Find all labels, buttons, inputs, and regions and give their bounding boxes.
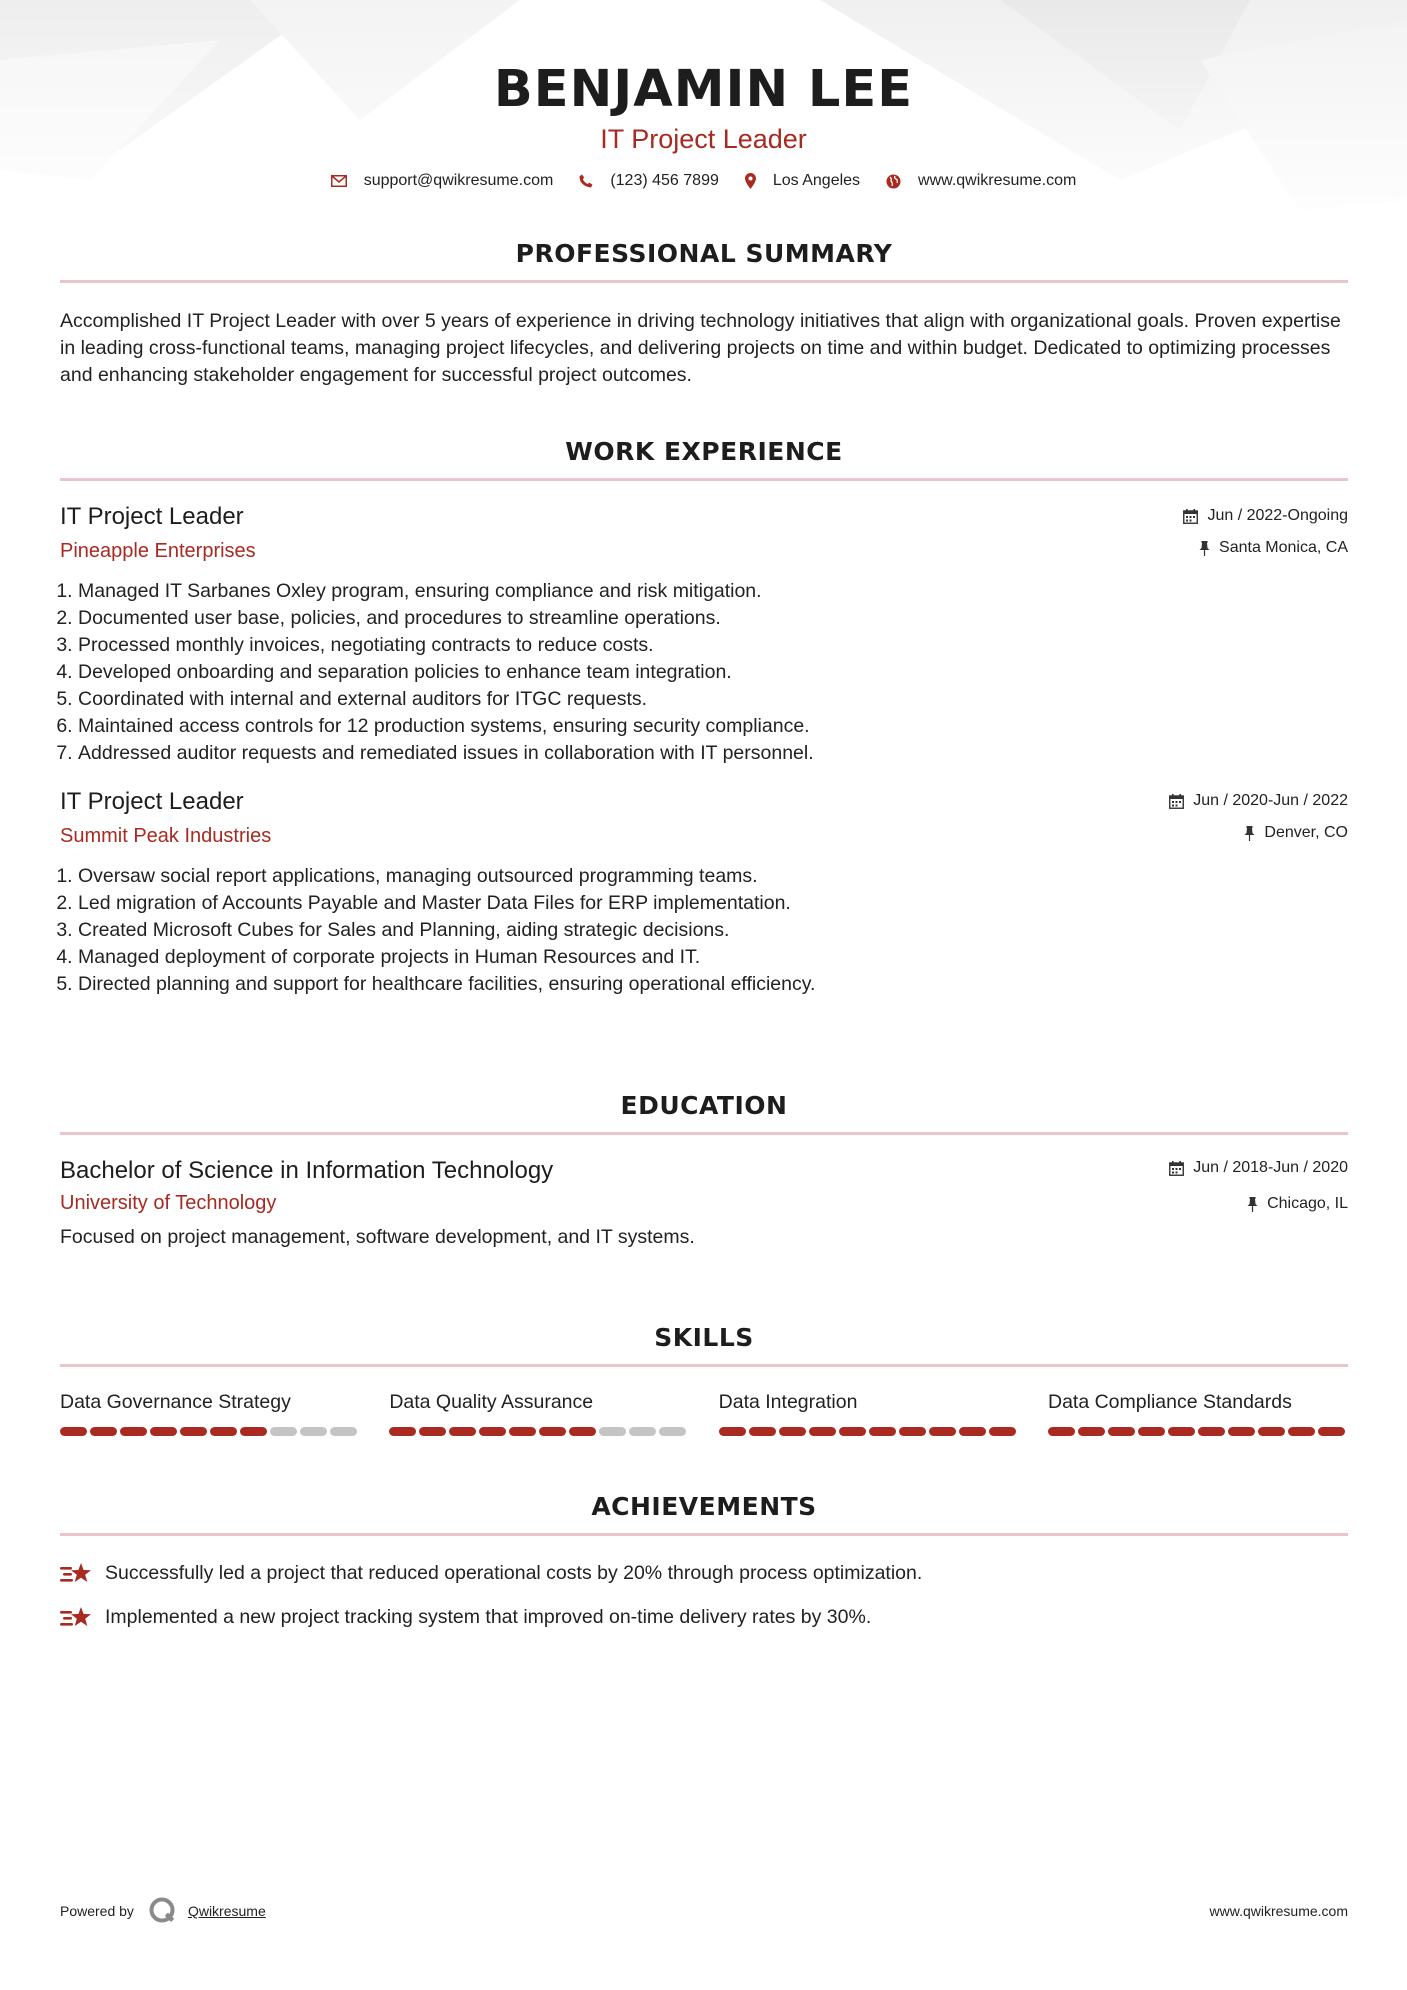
list-item: 7. Addressed auditor requests and remediated issues in collaboration with IT personnel. bbox=[78, 740, 1348, 767]
calendar-icon bbox=[1169, 794, 1184, 809]
candidate-name: BENJAMIN LEE bbox=[493, 60, 914, 119]
skill-segment-filled bbox=[839, 1427, 866, 1436]
phone-icon bbox=[579, 174, 593, 188]
list-item bbox=[60, 1604, 1348, 1631]
skill-segment-filled bbox=[1138, 1427, 1165, 1436]
skill-segment-filled bbox=[1318, 1427, 1345, 1436]
skill-segment-filled bbox=[569, 1427, 596, 1436]
skill-segment-filled bbox=[959, 1427, 986, 1436]
skill-level-bar bbox=[389, 1427, 689, 1436]
education-entry bbox=[60, 1156, 1348, 1251]
experience-section bbox=[60, 434, 1348, 998]
achievements-heading: ACHIEVEMENTS bbox=[591, 1492, 817, 1521]
skill-segment-filled bbox=[809, 1427, 836, 1436]
list-item: 2. Documented user base, policies, and procedures to streamline operations. bbox=[78, 605, 1348, 632]
section-divider bbox=[60, 280, 1348, 283]
skill-name: Data Integration bbox=[718, 1391, 858, 1413]
skill-segment-filled bbox=[1288, 1427, 1315, 1436]
list-item: 5. Coordinated with internal and external auditors for ITGC requests. bbox=[78, 686, 1348, 713]
website-text: www.qwikresume.com bbox=[918, 172, 1077, 189]
skills-section bbox=[60, 1320, 1348, 1436]
email-text: support@qwikresume.com bbox=[363, 172, 554, 189]
skill-segment-filled bbox=[60, 1427, 87, 1436]
summary-heading: PROFESSIONAL SUMMARY bbox=[515, 239, 893, 268]
powered-by bbox=[60, 1896, 266, 1926]
skill-segment-filled bbox=[120, 1427, 147, 1436]
shooting-star-icon bbox=[60, 1605, 93, 1631]
achievements-list bbox=[60, 1560, 1348, 1631]
job-company: Summit Peak Industries bbox=[60, 825, 272, 847]
contact-location bbox=[745, 172, 860, 190]
section-divider bbox=[60, 478, 1348, 481]
skill-item bbox=[389, 1389, 689, 1436]
job-meta bbox=[1169, 791, 1348, 843]
job-title: IT Project Leader bbox=[60, 503, 244, 530]
achievement-text: Implemented a new project tracking system that improved on-time delivery rates by 30%. bbox=[105, 1606, 872, 1628]
list-item: 2. Led migration of Accounts Payable and Master Data Files for ERP implementation. bbox=[78, 890, 1348, 917]
skill-segment-empty bbox=[270, 1427, 297, 1436]
skill-segment-filled bbox=[449, 1427, 476, 1436]
skill-segment-filled bbox=[899, 1427, 926, 1436]
education-meta bbox=[1169, 1158, 1348, 1214]
list-item: 3. Processed monthly invoices, negotiating contracts to reduce costs. bbox=[78, 632, 1348, 659]
summary-section bbox=[60, 236, 1348, 389]
job-dates: Jun / 2022-Ongoing bbox=[1207, 507, 1348, 524]
skill-segment-filled bbox=[419, 1427, 446, 1436]
experience-heading: WORK EXPERIENCE bbox=[565, 437, 843, 466]
skill-segment-filled bbox=[1168, 1427, 1195, 1436]
skill-name: Data Quality Assurance bbox=[389, 1391, 594, 1413]
list-item: 3. Created Microsoft Cubes for Sales and Planning, aiding strategic decisions. bbox=[78, 917, 1348, 944]
skill-segment-filled bbox=[1198, 1427, 1225, 1436]
envelope-icon bbox=[331, 175, 347, 187]
skill-segment-filled bbox=[1078, 1427, 1105, 1436]
education-section bbox=[60, 1088, 1348, 1251]
skill-level-bar bbox=[60, 1427, 360, 1436]
phone-text: (123) 456 7899 bbox=[610, 172, 719, 189]
job-duties bbox=[60, 578, 1348, 767]
skill-segment-empty bbox=[659, 1427, 686, 1436]
job-dates: Jun / 2020-Jun / 2022 bbox=[1193, 792, 1348, 809]
job-meta bbox=[1183, 506, 1348, 558]
location-text: Los Angeles bbox=[772, 172, 861, 189]
school-name: University of Technology bbox=[60, 1192, 277, 1214]
contact-phone[interactable] bbox=[579, 172, 719, 190]
pushpin-icon bbox=[1247, 1197, 1258, 1212]
skill-segment-filled bbox=[210, 1427, 237, 1436]
section-divider bbox=[60, 1364, 1348, 1367]
achievement-text: Successfully led a project that reduced operational costs by 20% through process optimization. bbox=[105, 1562, 923, 1584]
contact-website[interactable] bbox=[886, 172, 1076, 190]
skill-segment-filled bbox=[869, 1427, 896, 1436]
skill-segment-empty bbox=[300, 1427, 327, 1436]
skill-segment-filled bbox=[389, 1427, 416, 1436]
skill-segment-filled bbox=[539, 1427, 566, 1436]
skill-level-bar bbox=[1048, 1427, 1348, 1436]
pushpin-icon bbox=[1244, 826, 1255, 841]
job-location: Denver, CO bbox=[1264, 824, 1348, 841]
list-item: 1. Oversaw social report applications, managing outsourced programming teams. bbox=[78, 863, 1348, 890]
education-heading: EDUCATION bbox=[620, 1091, 788, 1120]
job-duties bbox=[60, 863, 1348, 998]
skill-segment-filled bbox=[779, 1427, 806, 1436]
section-divider bbox=[60, 1533, 1348, 1536]
skill-segment-filled bbox=[479, 1427, 506, 1436]
job-title: IT Project Leader bbox=[60, 788, 244, 815]
skill-name: Data Compliance Standards bbox=[1047, 1391, 1292, 1413]
skill-segment-filled bbox=[749, 1427, 776, 1436]
degree-title: Bachelor of Science in Information Technology bbox=[60, 1157, 554, 1184]
skill-segment-empty bbox=[330, 1427, 357, 1436]
skill-segment-filled bbox=[719, 1427, 746, 1436]
contact-email[interactable] bbox=[331, 172, 554, 190]
skill-segment-filled bbox=[240, 1427, 267, 1436]
pushpin-icon bbox=[1199, 541, 1210, 556]
map-pin-icon bbox=[745, 173, 756, 189]
shooting-star-icon bbox=[60, 1561, 93, 1587]
education-dates: Jun / 2018-Jun / 2020 bbox=[1193, 1159, 1348, 1176]
calendar-icon bbox=[1183, 509, 1198, 524]
qwikresume-link[interactable]: Qwikresume bbox=[187, 1903, 266, 1919]
skills-heading: SKILLS bbox=[654, 1323, 754, 1352]
skill-segment-empty bbox=[599, 1427, 626, 1436]
qwikresume-logo-icon bbox=[148, 1896, 178, 1926]
job-company: Pineapple Enterprises bbox=[60, 540, 256, 562]
list-item: 1. Managed IT Sarbanes Oxley program, ensuring compliance and risk mitigation. bbox=[78, 578, 1348, 605]
skill-segment-filled bbox=[509, 1427, 536, 1436]
skill-segment-filled bbox=[929, 1427, 956, 1436]
list-item: 6. Maintained access controls for 12 production systems, ensuring security compliance. bbox=[78, 713, 1348, 740]
skill-level-bar bbox=[719, 1427, 1019, 1436]
skill-segment-filled bbox=[989, 1427, 1016, 1436]
candidate-role: IT Project Leader bbox=[600, 124, 807, 154]
skill-segment-filled bbox=[1228, 1427, 1255, 1436]
summary-text: Accomplished IT Project Leader with over 5 years of experience in driving technology initiatives that align with organizational goals. Proven expertise in leading cross-functional teams, managing project lifecycles, and delivering projects on time and within budget. Dedicated to optimizing processes and enhancing stakeholder engagement for successful project outcomes. bbox=[60, 310, 1341, 386]
footer-website[interactable]: www.qwikresume.com bbox=[1209, 1903, 1348, 1919]
resume-header bbox=[0, 0, 1407, 190]
achievements-section bbox=[60, 1489, 1348, 1631]
list-item: 4. Developed onboarding and separation policies to enhance team integration. bbox=[78, 659, 1348, 686]
skill-segment-filled bbox=[1258, 1427, 1285, 1436]
section-divider bbox=[60, 1132, 1348, 1135]
education-description: Focused on project management, software development, and IT systems. bbox=[60, 1226, 695, 1248]
contact-bar bbox=[0, 172, 1407, 190]
skill-item bbox=[719, 1389, 1019, 1436]
job-entry bbox=[60, 502, 1348, 767]
globe-icon bbox=[886, 174, 901, 189]
list-item: 4. Managed deployment of corporate projects in Human Resources and IT. bbox=[78, 944, 1348, 971]
skill-segment-filled bbox=[90, 1427, 117, 1436]
skill-segment-filled bbox=[1108, 1427, 1135, 1436]
skill-segment-filled bbox=[180, 1427, 207, 1436]
job-entry bbox=[60, 787, 1348, 998]
skill-segment-filled bbox=[1048, 1427, 1075, 1436]
skill-segment-filled bbox=[150, 1427, 177, 1436]
page-footer bbox=[60, 1896, 1348, 1926]
list-item: 5. Directed planning and support for healthcare facilities, ensuring operational efficiency. bbox=[78, 971, 1348, 998]
job-location: Santa Monica, CA bbox=[1219, 539, 1348, 556]
calendar-icon bbox=[1169, 1161, 1184, 1176]
skills-list bbox=[60, 1389, 1348, 1436]
skill-segment-empty bbox=[629, 1427, 656, 1436]
skill-item bbox=[1048, 1389, 1348, 1436]
skill-name: Data Governance Strategy bbox=[60, 1391, 291, 1413]
education-location: Chicago, IL bbox=[1267, 1195, 1348, 1212]
skill-item bbox=[60, 1389, 360, 1436]
powered-by-label: Powered by bbox=[60, 1903, 134, 1919]
list-item bbox=[60, 1560, 1348, 1587]
